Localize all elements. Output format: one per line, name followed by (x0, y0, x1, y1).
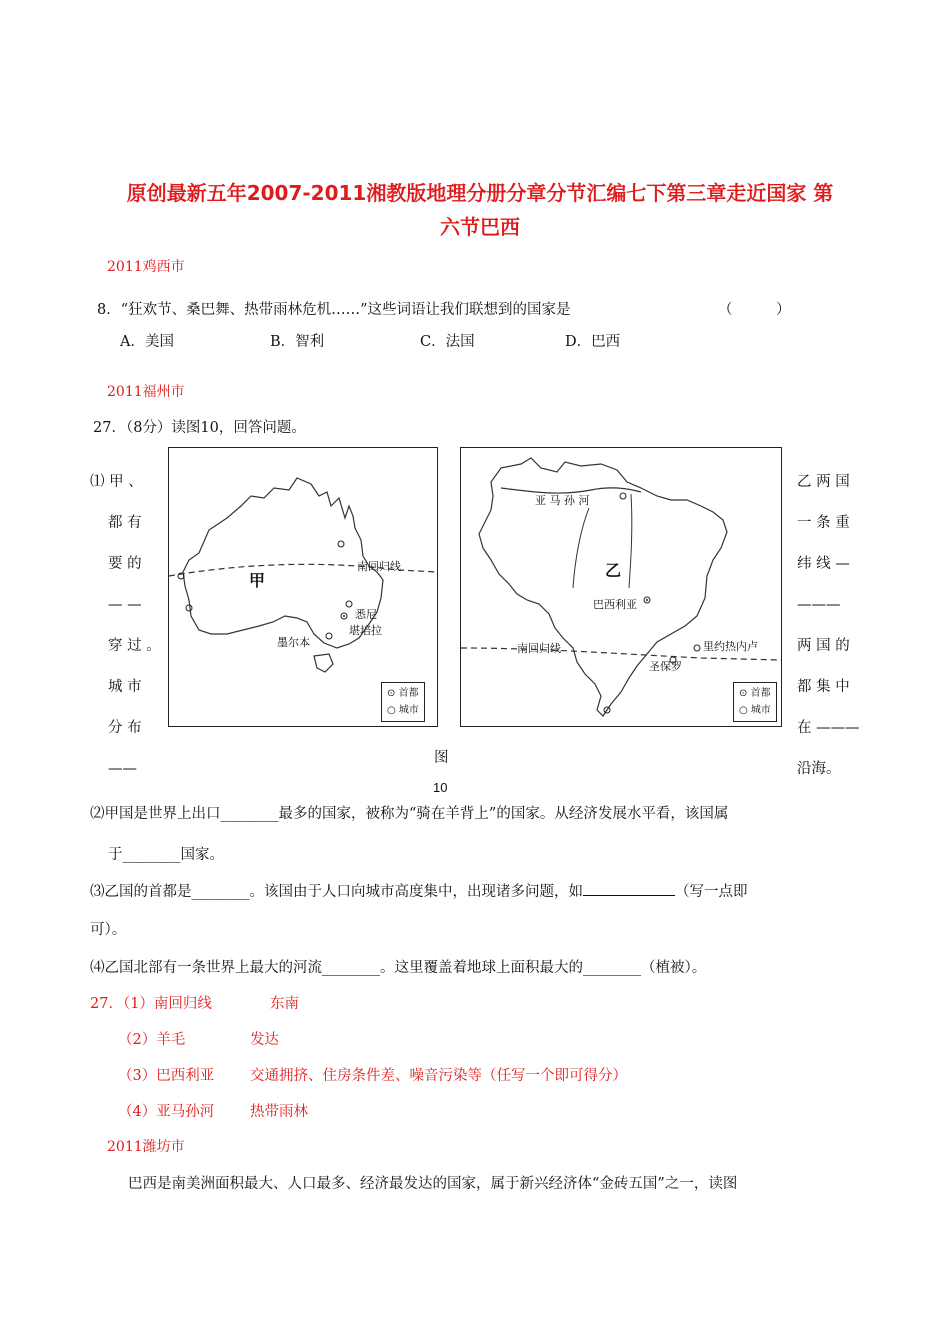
tropic-label-left: 南回归线 (357, 560, 401, 573)
question-3-tail: （写一点即 (675, 884, 748, 900)
option-b: B．智利 (270, 334, 325, 350)
city-sao-paulo: 圣保罗 (649, 660, 682, 673)
answer-4-label: （4）亚马孙河 (118, 1104, 215, 1120)
option-c: C．法国 (420, 334, 475, 350)
legend-city-right: 城市 (750, 705, 771, 716)
right-line-5: 两 国 的 (797, 638, 850, 654)
right-line-2: 一 条 重 (797, 515, 850, 531)
page-title (95, 176, 865, 244)
question-27: 27．（8分）读图10，回答问题。 (93, 420, 306, 436)
capital-symbol-icon: ⊙ (739, 688, 748, 699)
title-line-1: 原创最新五年2007-2011湘教版地理分册分章分节汇编七下第三章走近国家 第 (126, 181, 834, 205)
right-text-column (797, 462, 867, 790)
section-3-text: 巴西是南美洲面积最大、人口最多、经济最发达的国家，属于新兴经济体“金砖五国”之一，读图 (128, 1176, 738, 1192)
left-line-6: 城 市 (108, 679, 142, 695)
left-line-1: ⑴ 甲 、 (90, 474, 143, 490)
left-text-column (90, 462, 165, 790)
city-sydney: 悉尼 (355, 608, 377, 621)
city-rio: 里约热内卢 (703, 640, 758, 653)
question-8: 8．“狂欢节、桑巴舞、热带雨林危机……”这些词语让我们联想到的国家是 (97, 302, 571, 318)
legend-left (381, 682, 425, 722)
legend-right (733, 682, 777, 722)
legend-capital-left: 首都 (398, 688, 419, 699)
answer-paren: （ ） (718, 302, 791, 318)
answer-3-label: （3）巴西利亚 (118, 1068, 215, 1084)
left-line-2: 都 有 (108, 515, 142, 531)
question-3-line-2: 可）。 (90, 922, 127, 938)
tropic-label-right: 南回归线 (517, 642, 561, 655)
right-line-7: 在 ——— (797, 720, 860, 736)
source-label-fuzhou: 2011福州市 (107, 384, 185, 400)
left-line-4: — — (108, 597, 142, 613)
left-line-8: —— (108, 761, 137, 777)
city-symbol-icon: ○ (387, 705, 396, 716)
option-d: D．巴西 (565, 334, 621, 350)
city-symbol-icon: ○ (739, 705, 748, 716)
answer-3-value: 交通拥挤、住房条件差、噪音污染等（任写一个即可得分） (250, 1068, 627, 1084)
figure-label: 图 (434, 750, 449, 766)
city-melbourne: 墨尔本 (277, 636, 310, 649)
answer-1: 27．（1）南回归线 (90, 996, 212, 1012)
question-2-line-1: ⑵甲国是世界上出口________最多的国家，被称为“骑在羊背上”的国家。从经济发展水平看，该国属 (90, 806, 729, 822)
left-line-5: 穿 过 。 (108, 638, 161, 654)
question-4: ⑷乙国北部有一条世界上最大的河流________。这里覆盖着地球上面积最大的________（植被）。 (90, 960, 707, 976)
legend-city-left: 城市 (398, 705, 419, 716)
option-a: A．美国 (120, 334, 174, 350)
country-label-yi: 乙 (605, 561, 622, 580)
left-line-7: 分 布 (108, 720, 142, 736)
right-line-1: 乙 两 国 (797, 474, 850, 490)
legend-capital-right: 首都 (750, 688, 771, 699)
source-label-jixi: 2011鸡西市 (107, 259, 185, 275)
country-label-jia: 甲 (249, 571, 266, 590)
right-line-4: ——— (797, 597, 841, 613)
answer-2-label: （2）羊毛 (118, 1032, 186, 1048)
question-2-line-2: 于________国家。 (108, 847, 224, 863)
title-line-2: 六节巴西 (440, 215, 520, 239)
source-label-weifang: 2011潍坊市 (107, 1139, 185, 1155)
right-line-6: 都 集 中 (797, 679, 850, 695)
answer-blank[interactable] (583, 881, 675, 896)
right-line-3: 纬 线 — (797, 556, 850, 572)
capital-symbol-icon: ⊙ (387, 688, 396, 699)
city-brasilia: 巴西利亚 (593, 598, 637, 611)
answer-2-value: 发达 (250, 1032, 279, 1048)
map-brazil (460, 447, 782, 727)
question-3-text: ⑶乙国的首都是________。该国由于人口向城市高度集中，出现诸多问题，如 (90, 884, 583, 900)
figure-number: 10 (433, 780, 448, 795)
city-canberra: 堪培拉 (349, 624, 382, 637)
amazon-river-label: 亚 马 孙 河 (535, 494, 590, 507)
answer-4-value: 热带雨林 (250, 1104, 308, 1120)
left-line-3: 要 的 (108, 556, 142, 572)
right-line-8: 沿海。 (797, 761, 841, 777)
map-australia (168, 447, 438, 727)
answer-1-tail: 东南 (270, 996, 299, 1012)
question-3-line-1 (90, 880, 748, 901)
